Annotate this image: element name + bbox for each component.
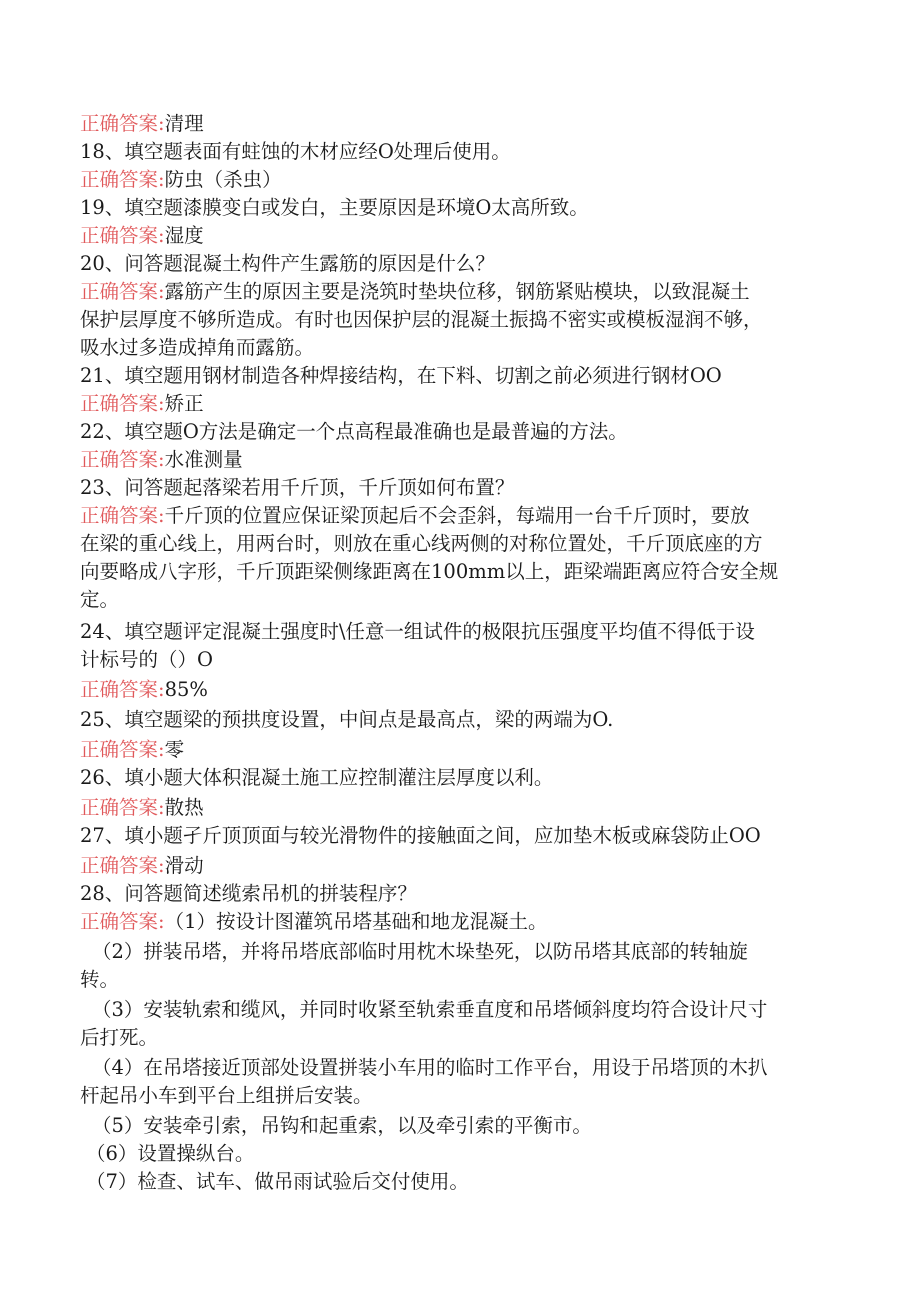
answer-continuation: 向要略成八字形，千斤顶距梁侧缘距离在100mm以上，距梁端距离应符合安全规: [80, 560, 779, 583]
answer-text: 散热: [164, 796, 204, 819]
question-line: 19、填空题漆膜变白或发白，主要原因是环境O太高所致。: [80, 196, 589, 219]
answer-line: [80, 908, 548, 936]
question-continuation: 计标号的（）O: [80, 648, 213, 671]
answer-text: 85%: [164, 678, 208, 701]
answer-step-continuation: 后打死。: [80, 1026, 159, 1049]
answer-text: 防虫（杀虫）: [164, 168, 282, 191]
answer-line: [80, 736, 184, 764]
answer-step: （2）拼装吊塔，并将吊塔底部临时用枕木垛垫死，以防吊塔其底部的转轴旋: [92, 940, 748, 963]
answer-label: 正确答案:: [80, 448, 165, 471]
answer-line: [80, 676, 208, 704]
answer-label: 正确答案:: [80, 854, 165, 877]
answer-step: （6）设置操纵台。: [86, 1142, 255, 1165]
question-line: 27、填小题孑斤顶顶面与较光滑物件的接触面之间，应加垫木板或麻袋防止OO: [80, 824, 761, 847]
answer-line: [80, 794, 204, 822]
question-line: 28、问答题简述缆索吊机的拼装程序？: [80, 882, 417, 905]
answer-text: 矫正: [164, 392, 204, 415]
answer-step-continuation: 杆起吊小车到平台上组拼后安装。: [80, 1084, 373, 1107]
answer-line: [80, 390, 204, 418]
answer-label: 正确答案:: [80, 392, 165, 415]
answer-step: （5）安装牵引索，吊钩和起重索，以及牵引索的平衡市。: [92, 1114, 592, 1137]
question-line: 22、填空题O方法是确定一个点高程最准确也是最普遍的方法。: [80, 420, 628, 443]
answer-text: 清理: [164, 112, 204, 135]
answer-label: 正确答案:: [80, 796, 165, 819]
answer-label: 正确答案:: [80, 504, 165, 527]
answer-line: [80, 166, 282, 194]
answer-step: （4）在吊塔接近顶部处设置拼装小车用的临时工作平台，用设于吊塔顶的木扒: [92, 1056, 768, 1079]
answer-line: [80, 502, 750, 530]
answer-label: 正确答案:: [80, 738, 165, 761]
answer-text: 湿度: [164, 224, 204, 247]
answer-continuation: 吸水过多造成掉角而露筋。: [80, 336, 315, 359]
answer-text: 露筋产生的原因主要是浇筑时垫块位移，钢筋紧贴模块，以致混凝土: [164, 280, 750, 303]
question-line: 26、填小题大体积混凝土施工应控制灌注层厚度以利。: [80, 766, 554, 789]
question-line: 20、问答题混凝土构件产生露筋的原因是什么？: [80, 252, 495, 275]
answer-text: 水准测量: [164, 448, 243, 471]
answer-line: [80, 110, 204, 138]
question-line: 21、填空题用钢材制造各种焊接结构，在下料、切割之前必须进行钢材OO: [80, 364, 722, 387]
answer-text: 滑动: [164, 854, 204, 877]
answer-label: 正确答案:: [80, 224, 165, 247]
answer-continuation: 在梁的重心线上，用两台时，则放在重心线两侧的对称位置处，千斤顶底座的方: [80, 532, 763, 555]
answer-step: （3）安装轨索和缆风，并同时收紧至轨索垂直度和吊塔倾斜度均符合设计尺寸: [92, 998, 768, 1021]
answer-text: 千斤顶的位置应保证梁顶起后不会歪斜，每端用一台千斤顶时，要放: [164, 504, 750, 527]
answer-line: [80, 446, 243, 474]
answer-continuation: 定。: [80, 588, 120, 611]
answer-label: 正确答案:: [80, 112, 165, 135]
answer-line: [80, 222, 204, 250]
answer-label: 正确答案:: [80, 678, 165, 701]
answer-label: 正确答案:: [80, 910, 165, 933]
question-line: 18、填空题表面有蛀蚀的木材应经O处理后使用。: [80, 140, 511, 163]
question-line: 24、填空题评定混凝土强度时\任意一组试件的极限抗压强度平均值不得低于设: [80, 620, 755, 643]
answer-label: 正确答案:: [80, 168, 165, 191]
answer-step: （7）检查、试车、做吊雨试验后交付使用。: [86, 1170, 469, 1193]
answer-text: （1）按设计图灌筑吊塔基础和地龙混凝土。: [164, 910, 548, 933]
answer-continuation: 保护层厚度不够所造成。有时也因保护层的混凝土振捣不密实或模板湿润不够，: [80, 308, 763, 331]
answer-label: 正确答案:: [80, 280, 165, 303]
question-line: 25、填空题梁的预拱度设置，中间点是最高点，梁的两端为O.: [80, 708, 614, 731]
answer-line: [80, 278, 750, 306]
answer-step-continuation: 转。: [80, 968, 120, 991]
answer-text: 零: [164, 738, 185, 761]
question-line: 23、问答题起落梁若用千斤顶，千斤顶如何布置？: [80, 476, 515, 499]
answer-line: [80, 852, 204, 880]
